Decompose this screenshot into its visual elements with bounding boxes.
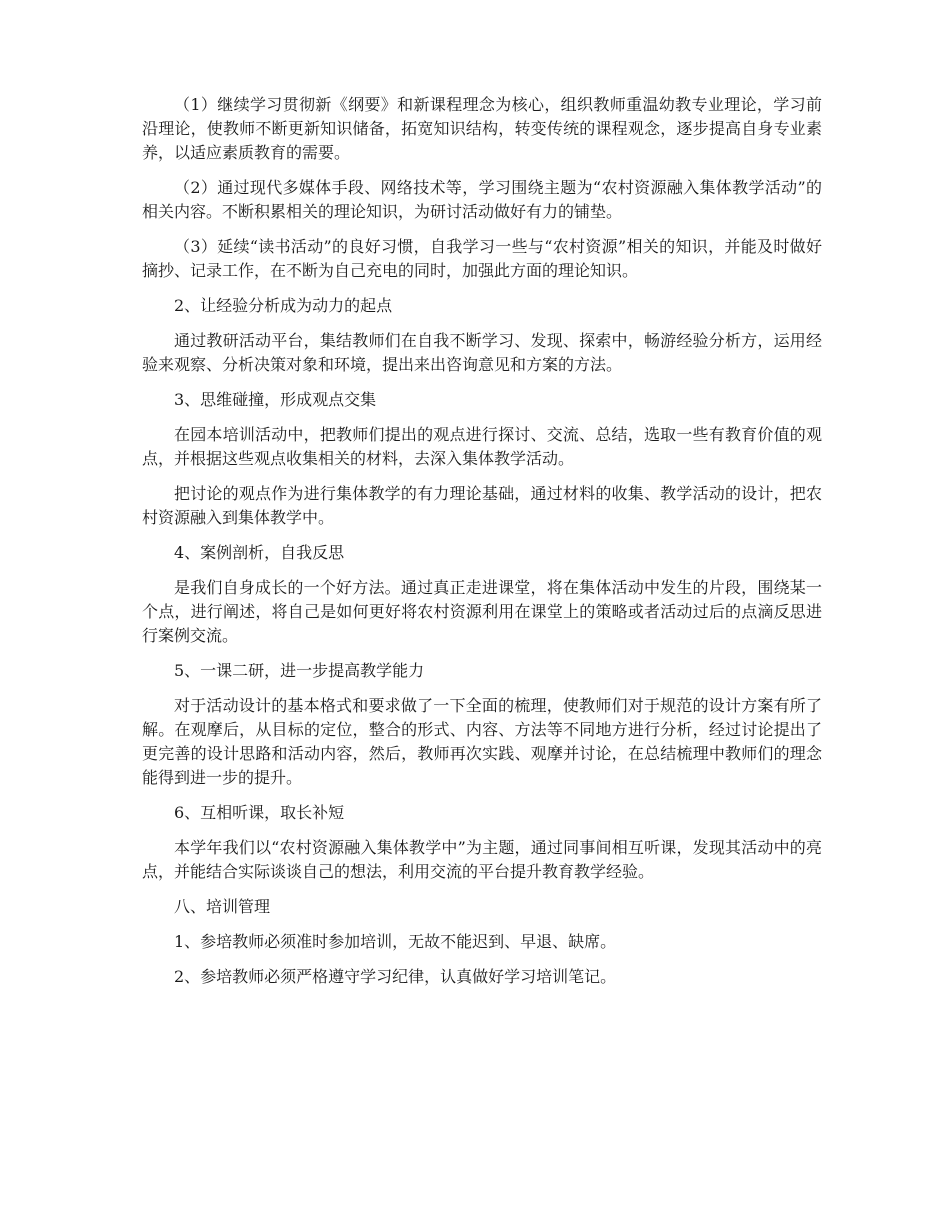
section-heading-5: 5、一课二研，进一步提高教学能力 xyxy=(174,661,425,680)
paragraph-1: （1）继续学习贯彻新《纲要》和新课程理念为核心，组织教师重温幼教专业理论，学习前沿理论，使教师不断更新知识储备，拓宽知识结构，转变传统的课程观念，逐步提高自身专业素养，以适应素质教育的需要。 xyxy=(142,95,822,162)
paragraph-2: （2）通过现代多媒体手段、网络技术等，学习围绕主题为“农村资源融入集体教学活动”的相关内容。不断积累相关的理论知识，为研讨活动做好有力的铺垫。 xyxy=(142,178,822,221)
document-page xyxy=(142,93,822,1000)
paragraph-8: 对于活动设计的基本格式和要求做了一下全面的梳理，使教师们对于规范的设计方案有所了解。在观摩后，从目标的定位，整合的形式、内容、方法等不同地方进行分析，经过讨论提出了更完善的设计思路和活动内容，然后，教师再次实践、观摩并讨论，在总结梳理中教师们的理念能得到进一步的提升。 xyxy=(142,696,822,787)
rule-item-2: 2、参培教师必须严格遵守学习纪律，认真做好学习培训笔记。 xyxy=(174,967,617,986)
section-heading-2: 2、让经验分析成为动力的起点 xyxy=(174,296,393,315)
paragraph-5: 在园本培训活动中，把教师们提出的观点进行探讨、交流、总结，选取一些有教育价值的观点，并根据这些观点收集相关的材料，去深入集体教学活动。 xyxy=(142,425,822,468)
paragraph-9: 本学年我们以“农村资源融入集体教学中”为主题，通过同事间相互听课，发现其活动中的亮点，并能结合实际谈谈自己的想法，利用交流的平台提升教育教学经验。 xyxy=(142,838,822,881)
section-heading-3: 3、思维碰撞，形成观点交集 xyxy=(174,390,377,409)
paragraph-4: 通过教研活动平台，集结教师们在自我不断学习、发现、探索中，畅游经验分析方，运用经验来观察、分析决策对象和环境，提出来出咨询意见和方案的方法。 xyxy=(142,331,822,374)
section-heading-4: 4、案例剖析，自我反思 xyxy=(174,543,345,562)
paragraph-3: （3）延续“读书活动”的良好习惯，自我学习一些与“农村资源”相关的知识，并能及时做好摘抄、记录工作，在不断为自己充电的同时，加强此方面的理论知识。 xyxy=(142,237,822,280)
paragraph-7: 是我们自身成长的一个好方法。通过真正走进课堂，将在集体活动中发生的片段，围绕某一个点，进行阐述，将自己是如何更好将农村资源利用在课堂上的策略或者活动过后的点滴反思进行案例交流。 xyxy=(142,578,822,645)
section-heading-6: 6、互相听课，取长补短 xyxy=(174,803,345,822)
section-heading-8: 八、培训管理 xyxy=(174,897,271,916)
rule-item-1: 1、参培教师必须准时参加培训，无故不能迟到、早退、缺席。 xyxy=(174,932,617,951)
paragraph-6: 把讨论的观点作为进行集体教学的有力理论基础，通过材料的收集、教学活动的设计，把农村资源融入到集体教学中。 xyxy=(142,484,822,527)
